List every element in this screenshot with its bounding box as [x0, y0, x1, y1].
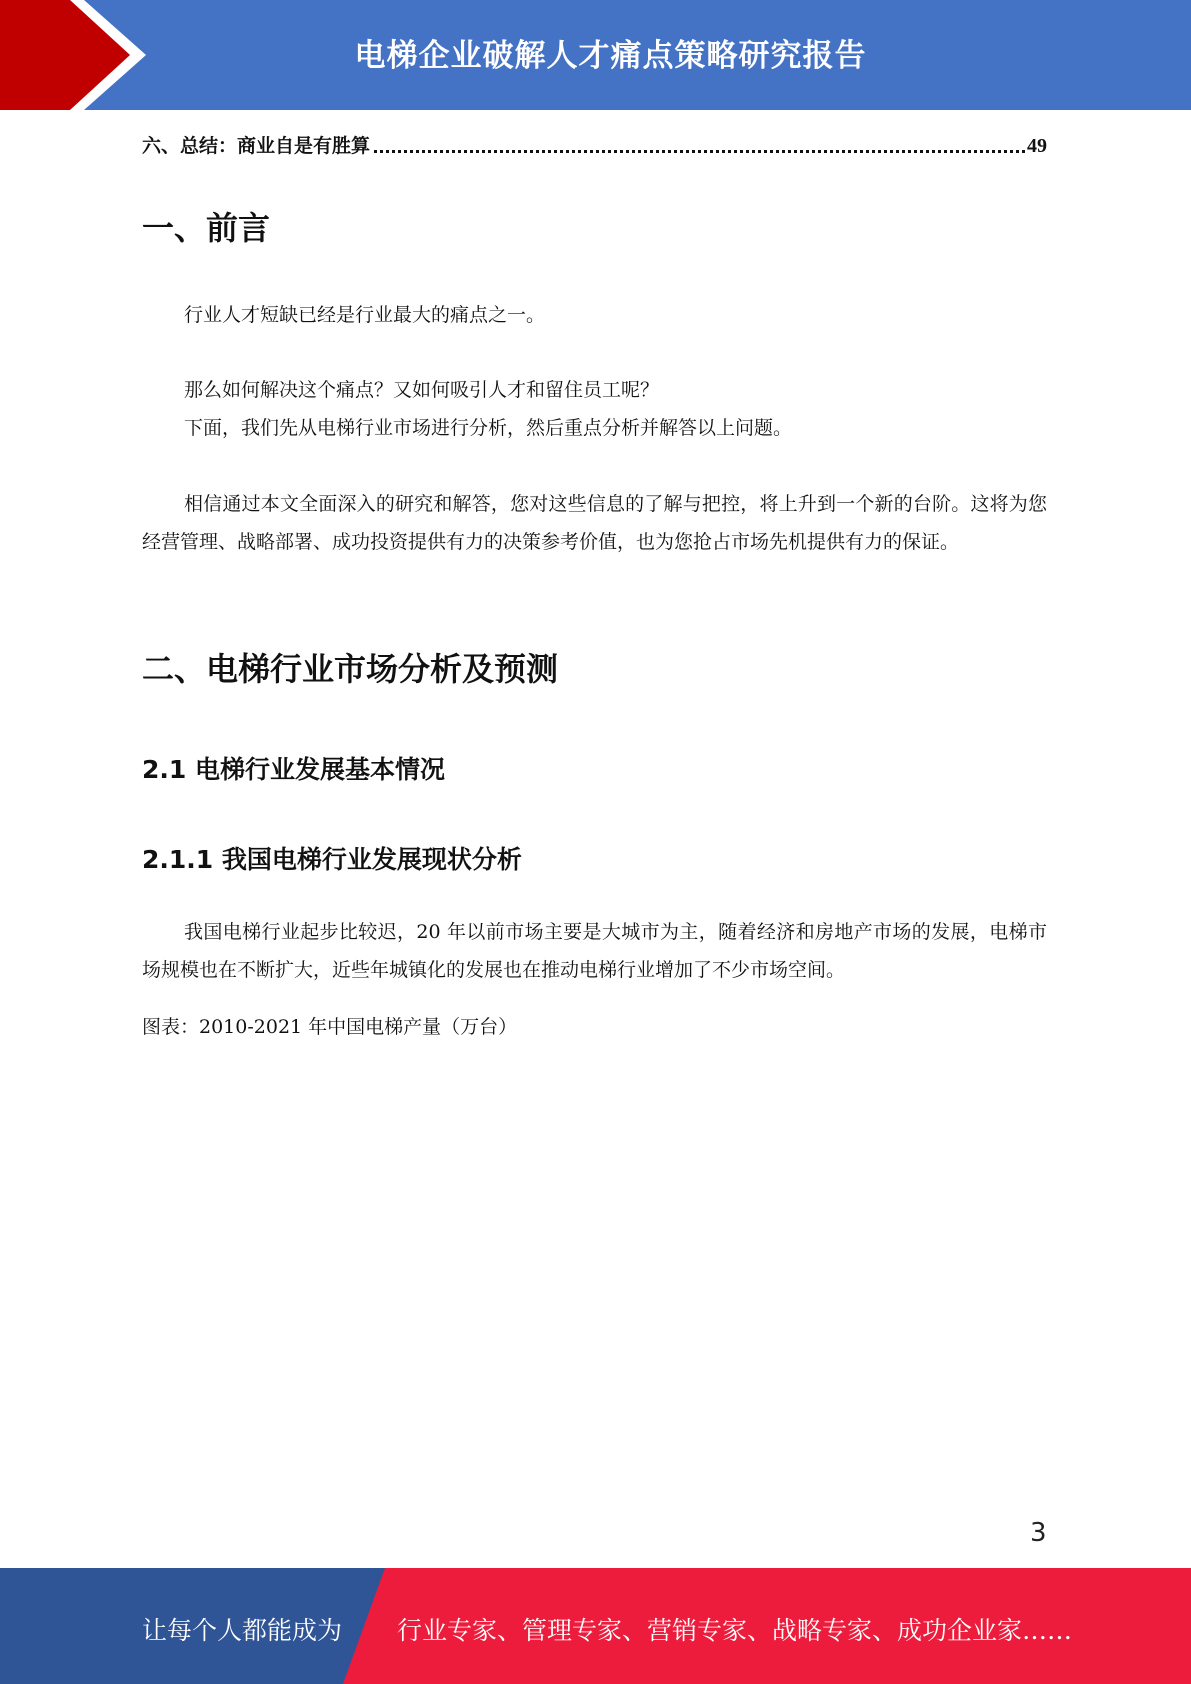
toc-entry-page: 49 [1027, 135, 1047, 157]
toc-entry[interactable] [142, 130, 1047, 158]
report-title: 电梯企业破解人才痛点策略研究报告 [354, 38, 867, 74]
section-heading-market-analysis: 二、电梯行业市场分析及预测 [142, 650, 559, 688]
paragraph: 下面，我们先从电梯行业市场进行分析，然后重点分析并解答以上问题。 [184, 417, 793, 439]
paragraph: 那么如何解决这个痛点？又如何吸引人才和留住员工呢？ [184, 379, 660, 401]
paragraph: 相信通过本文全面深入的研究和解答，您对这些信息的了解与把控，将上升到一个新的台阶。这将为您经营管理、战略部署、成功投资提供有力的决策参考价值，也为您抢占市场先机提供有力的保证。 [142, 493, 1047, 553]
paragraph: 行业人才短缺已经是行业最大的痛点之一。 [184, 304, 546, 326]
page-number: 3 [1030, 1518, 1047, 1548]
footer-slogan-right: 行业专家、管理专家、营销专家、战略专家、成功企业家…… [397, 1616, 1073, 1645]
figure-caption: 图表：2010-2021 年中国电梯产量（万台） [142, 1016, 518, 1038]
subsection-heading-2-1-1: 2.1.1 我国电梯行业发展现状分析 [142, 845, 522, 874]
page-header [0, 0, 1191, 110]
toc-entry-label: 六、总结：商业自是有胜算 [142, 135, 371, 157]
page-footer [0, 1568, 1191, 1684]
subsection-heading-2-1: 2.1 电梯行业发展基本情况 [142, 755, 445, 784]
section-heading-foreword: 一、前言 [142, 209, 271, 247]
toc-leader-dots [374, 150, 1025, 153]
paragraph: 我国电梯行业起步比较迟，20 年以前市场主要是大城市为主，随着经济和房地产市场的发展，电梯市场规模也在不断扩大，近些年城镇化的发展也在推动电梯行业增加了不少市场空间。 [142, 921, 1047, 981]
footer-slogan-left: 让每个人都能成为 [142, 1616, 343, 1645]
